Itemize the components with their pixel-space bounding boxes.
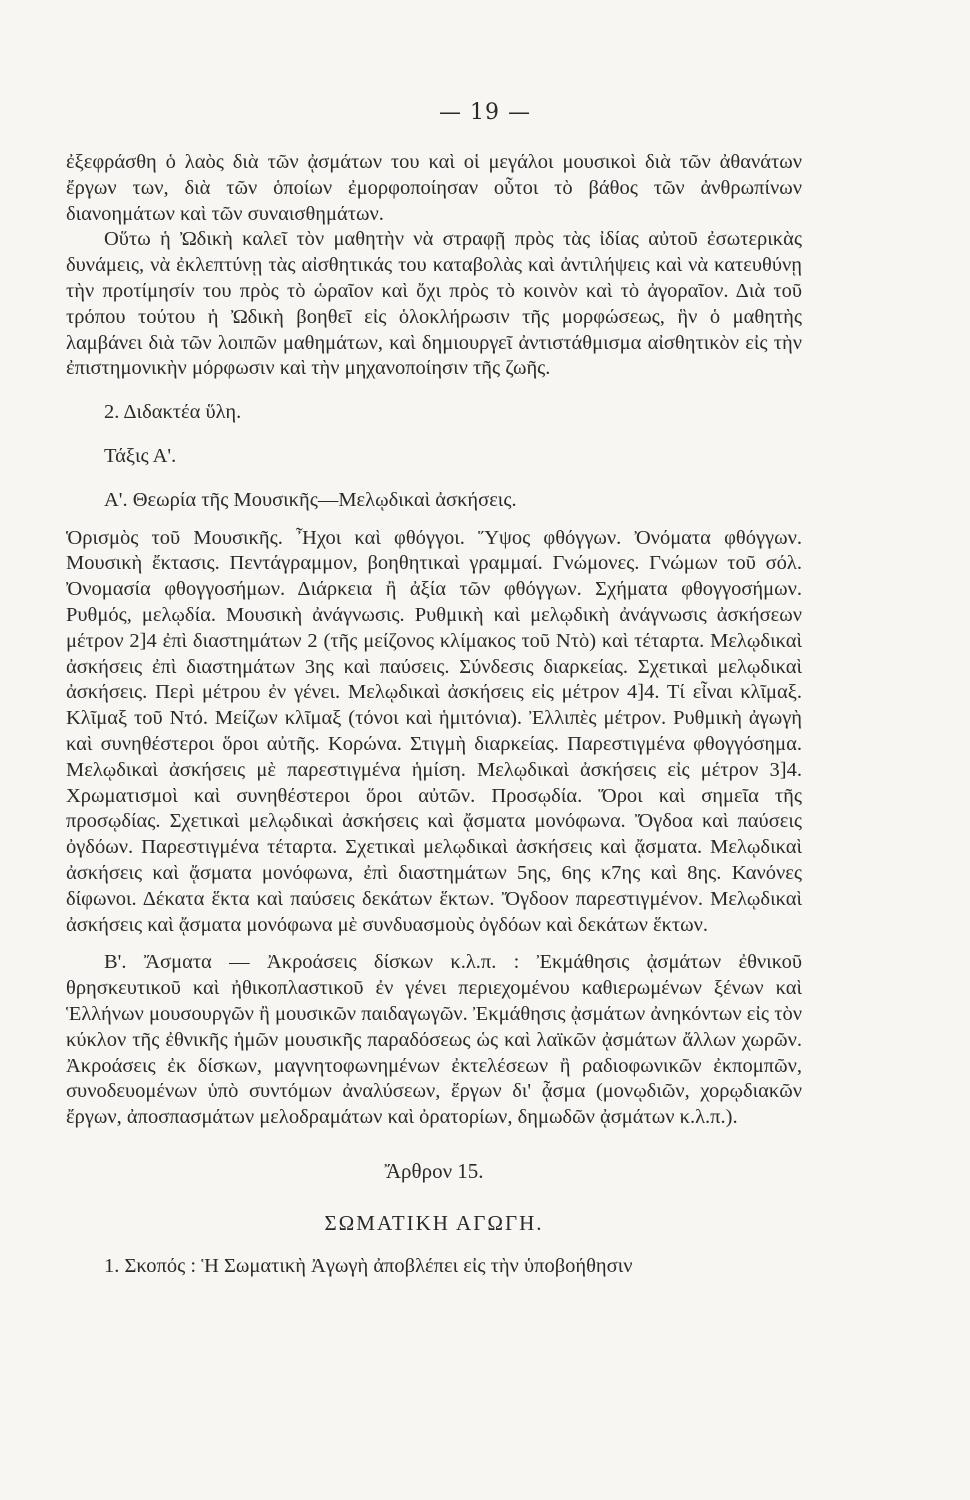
heading-taxis-a: Τάξις Α'. [104, 444, 177, 467]
paragraph-skopos: 1. Σκοπός : Ἡ Σωματικὴ Ἀγωγὴ ἀποβλέπει εἰς τὴν ὑποβοήθησιν [104, 1255, 633, 1278]
heading-section-a: Α'. Θεωρία τῆς Μουσικῆς—Μελῳδικαὶ ἀσκήσεις. [104, 488, 517, 511]
paragraph-odiki: Οὕτω ἡ Ὠδικὴ καλεῖ τὸν μαθητὴν νὰ στραφῇ πρὸς τὰς ἰδίας αὐτοῦ ἐσωτερικὰς δυνάμεις, νὰ ἐκλεπτύνῃ τὰς αἰσθητικάς του καταβολὰς καὶ ἀντιλήψεις καὶ νὰ κατευθύνῃ τὴν προτίμησίν του πρὸς τὸ ὡραῖον καὶ ὄχι πρὸς τὸ κοινὸν καὶ τὸ ἀγοραῖον. Διὰ τοῦ τρόπου τούτου ἡ Ὠδικὴ βοηθεῖ εἰς ὁλοκλήρωσιν τῆς μορφώσεως, ἣν ὁ μαθητὴς λαμβάνει διὰ τῶν λοιπῶν μαθημάτων, καὶ δημιουργεῖ ἀντιστάθμισμα αἰσθητικὸν εἰς τὴν ἐπιστημονικὴν μόρφωσιν καὶ τὴν μηχανοποίησιν τῆς ζωῆς. [66, 228, 802, 380]
heading-didaktea-yli: 2. Διδακτέα ὕλη. [104, 401, 242, 424]
page-number: — 19 — [439, 100, 531, 125]
paragraph-theory: Ὁρισμὸς τοῦ Μουσικῆς. Ἦχοι καὶ φθόγγοι. Ὕψος φθόγγων. Ὀνόματα φθόγγων. Μουσικὴ ἔκτασις. Πεντάγραμμον, βοηθητικαὶ γραμμαί. Γνώμονες. Γνώμων τοῦ σόλ. Ὀνομασία φθογγοσήμων. Διάρκεια ἢ ἀξία τῶν φθόγγων. Σχήματα φθογγοσήμων. Ρυθμός, μελῳδία. Μουσικὴ ἀνάγνωσις. Ρυθμικὴ καὶ μελῳδικὴ ἀνάγνωσις ἀσκήσεων μέτρον 2]4 ἐπὶ διαστημάτων 2 (τῆς μείζονος κλίμακος τοῦ Ντὸ) καὶ τέταρτα. Μελῳδικαὶ ἀσκήσεις ἐπὶ διαστημάτων 3ης καὶ παύσεις. Σύνδεσις διαρκείας. Σχετικαὶ μελῳδικαὶ ἀσκήσεις. Περὶ μέτρου ἐν γένει. Μελῳδικαὶ ἀσκήσεις εἰς μέτρον 4]4. Τί εἶναι κλῖμαξ. Κλῖμαξ τοῦ Ντό. Μείζων κλῖμαξ (τόνοι καὶ ἡμιτόνια). Ἐλλιπὲς μέτρον. Ρυθμικὴ ἀγωγὴ καὶ συνηθέστεροι ὅροι αὐτῆς. Κορώνα. Στιγμὴ διαρκείας. Παρεστιγμένα φθογγόσημα. Μελῳδικαὶ ἀσκήσεις μὲ παρεστιγμένα ἡμίση. Μελῳδικαὶ ἀσκήσεις εἰς μέτρον 3]4. Χρωματισμοὶ καὶ συνηθέστεροι ὅροι αὐτῶν. Προσῳδία. Ὅροι καὶ σημεῖα τῆς προσῳδίας. Σχετικαὶ μελῳδικαὶ ἀσκήσεις καὶ ᾄσματα μονόφωνα. Ὄγδοα καὶ παύσεις ὀγδόων. Παρεστιγμένα τέταρτα. Σχετικαὶ μελῳδικαὶ ἀσκήσεις καὶ ᾄσματα. Μελῳδικαὶ ἀσκήσεις καὶ ᾄσματα μονόφωνα, ἐπὶ διαστημάτων 5ης, 6ης κ7ης καὶ 8ης. Κανόνες δίφωνοι. Δέκατα ἕκτα καὶ παύσεις δεκάτων ἕκτων. Ὄγδοον παρεστιγμένον. Μελῳδικαὶ ἀσκήσεις καὶ ᾄσματα μονόφωνα μὲ συνδυασμοὺς ὀγδόων καὶ δεκάτων ἕκτων. [66, 526, 802, 936]
paragraph-continuation: ἐξεφράσθη ὁ λαὸς διὰ τῶν ᾀσμάτων του καὶ οἱ μεγάλοι μουσικοὶ διὰ τῶν ἀθανάτων ἔργων των, διὰ τῶν ὁποίων ἐμορφοποίησαν οὗτοι τὸ βάθος τῶν ἀνθρωπίνων διανοημάτων καὶ τῶν συναισθημάτων. [66, 151, 802, 225]
page-body [66, 150, 802, 1280]
heading-somatiki-agogi: ΣΩΜΑΤΙΚΗ ΑΓΩΓΗ. [324, 1210, 544, 1235]
heading-arthron-15: Ἄρθρον 15. [384, 1158, 484, 1183]
paragraph-songs: Β'. Ἄσματα — Ἀκροάσεις δίσκων κ.λ.π. : Ἐκμάθησις ᾀσμάτων ἐθνικοῦ θρησκευτικοῦ καὶ ἠθικοπλαστικοῦ ἐν γένει περιεχομένου καθιερωμένων ξένων καὶ Ἑλλήνων μουσουργῶν ἢ μουσικῶν παιδαγωγῶν. Ἐκμάθησις ᾀσμάτων ἀνηκόντων εἰς τὸν κύκλον τῆς ἐθνικῆς ἡμῶν μουσικῆς παραδόσεως ὡς καὶ λαϊκῶν ᾀσμάτων ἄλλων χωρῶν. Ἀκροάσεις ἐκ δίσκων, μαγνητοφωνημένων ἐκτελέσεων ἢ ραδιοφωνικῶν ἐκπομπῶν, συνοδευομένων ὑπὸ συντόμων ἀναλύσεων, ἔργων δι' ᾆσμα (μονῳδιῶν, χορῳδιακῶν ἔργων, ἀποσπασμάτων μελοδραμάτων καὶ ὀρατορίων, δημωδῶν ᾀσμάτων κ.λ.π.). [66, 951, 802, 1129]
